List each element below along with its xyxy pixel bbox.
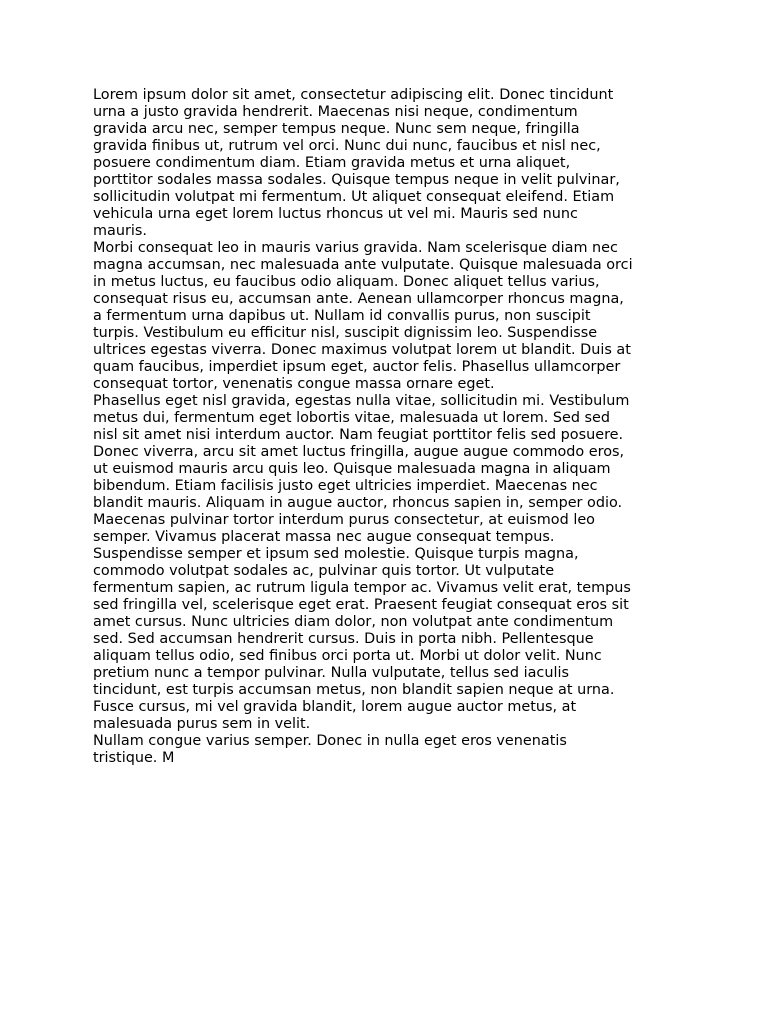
paragraph-2: Morbi consequat leo in mauris varius gravida. Nam scelerisque diam nec magna accumsan, nec malesuada ante vulputate. Quisque malesuada orci in metus luctus, eu faucibus odio aliquam. Donec aliquet tellus varius, consequat risus eu, accumsan ante. Aenean ullamcorper rhoncus magna, a fermentum urna dapibus ut. Nullam id convallis purus, non suscipit turpis. Vestibulum eu efficitur nisl, suscipit dignissim leo. Suspendisse ultrices egestas viverra. Donec maximus volutpat lorem ut blandit. Duis at quam faucibus, imperdiet ipsum eget, auctor felis. Phasellus ullamcorper consequat tortor, venenatis congue massa ornare eget. <box>93 240 633 392</box>
paragraph-3: Phasellus eget nisl gravida, egestas nulla vitae, sollicitudin mi. Vestibulum metus dui, fermentum eget lobortis vitae, malesuada ut lorem. Sed sed nisl sit amet nisi interdum auctor. Nam feugiat porttitor felis sed posuere. Donec viverra, arcu sit amet luctus fringilla, augue augue commodo eros, ut euismod mauris arcu quis leo. Quisque malesuada magna in aliquam bibendum. Etiam facilisis justo eget ultricies imperdiet. Maecenas nec blandit mauris. Aliquam in augue auctor, rhoncus sapien in, semper odio. Maecenas pulvinar tortor interdum purus consectetur, at euismod leo semper. Vivamus placerat massa nec augue consequat tempus. Suspendisse semper et ipsum sed molestie. Quisque turpis magna, commodo volutpat sodales ac, pulvinar quis tortor. Ut vulputate fermentum sapien, ac rutrum ligula tempor ac. Vivamus velit erat, tempus sed fringilla vel, scelerisque eget erat. Praesent feugiat consequat eros sit amet cursus. Nunc ultricies diam dolor, non volutpat ante condimentum sed. Sed accumsan hendrerit cursus. Duis in porta nibh. Pellentesque aliquam tellus odio, sed finibus orci porta ut. Morbi ut dolor velit. Nunc pretium nunc a tempor pulvinar. Nulla vulputate, tellus sed iaculis tincidunt, est turpis accumsan metus, non blandit sapien neque at urna. Fusce cursus, mi vel gravida blandit, lorem augue auctor metus, at malesuada purus sem in velit. <box>93 393 631 732</box>
document-body <box>93 87 678 767</box>
paragraph-1: Lorem ipsum dolor sit amet, consectetur adipiscing elit. Donec tincidunt urna a justo gravida hendrerit. Maecenas nisi neque, condimentum gravida arcu nec, semper tempus neque. Nunc sem neque, fringilla gravida finibus ut, rutrum vel orci. Nunc dui nunc, faucibus et nisl nec, posuere condimentum diam. Etiam gravida metus et urna aliquet, porttitor sodales massa sodales. Quisque tempus neque in velit pulvinar, sollicitudin volutpat mi fermentum. Ut aliquet consequat eleifend. Etiam vehicula urna eget lorem luctus rhoncus ut vel mi. Mauris sed nunc mauris. <box>93 87 620 239</box>
paragraph-4: Nullam congue varius semper. Donec in nulla eget eros venenatis tristique. M <box>93 733 567 766</box>
